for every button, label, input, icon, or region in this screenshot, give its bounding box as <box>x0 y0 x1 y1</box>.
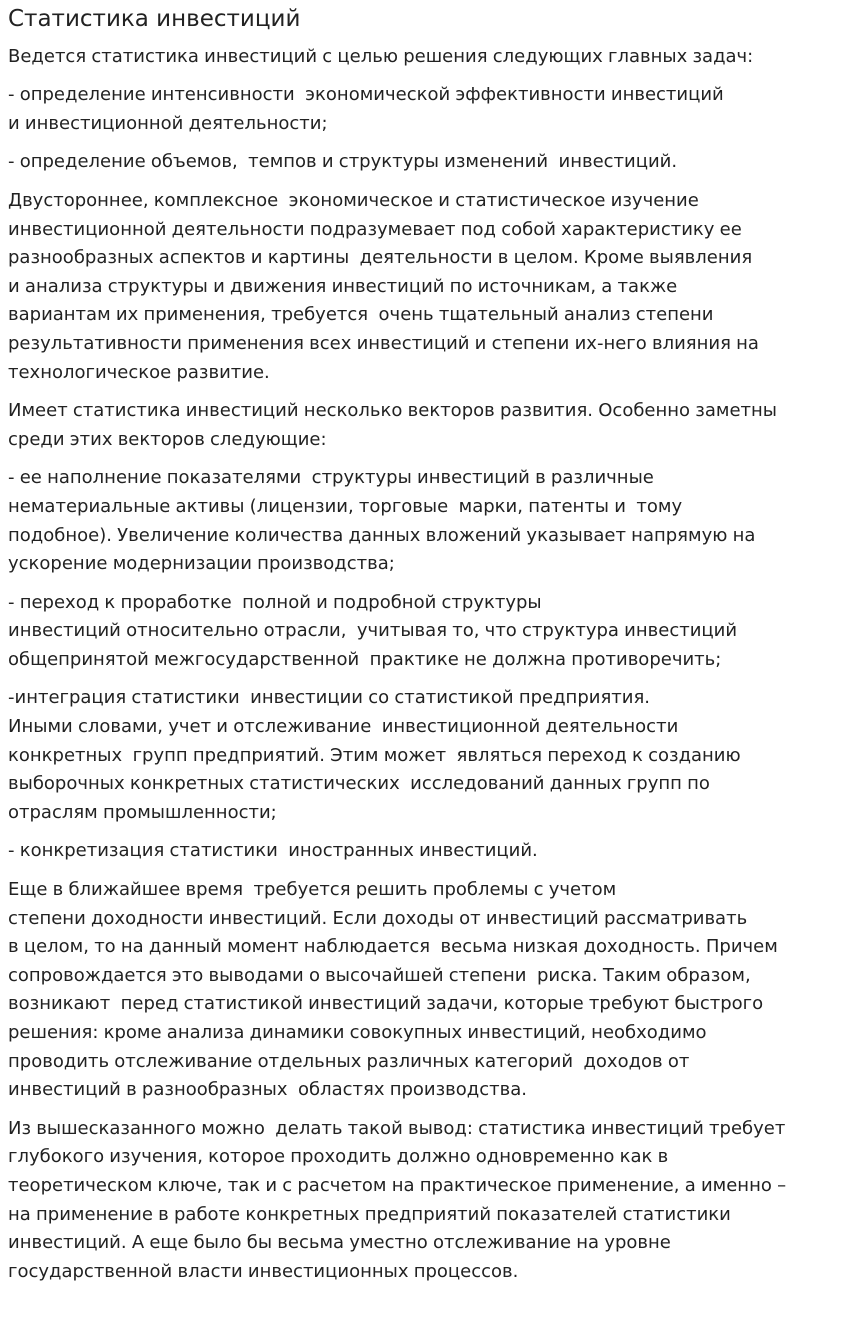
page-title: Статистика инвестиций <box>8 6 301 32</box>
paragraph-vector-intangible: - ее наполнение показателями структуры инвестиций в различные нематериальные активы (лицензии, торговые марки, патенты и тому подобное). Увеличение количества данных вложений указывает напрямую на ускорение модернизации производства; <box>8 467 756 575</box>
paragraph-vector-industry: - переход к проработке полной и подробной структуры инвестиций относительно отрасли, учитывая то, что структура инвестиций общепринятой межгосударственной практике не должна противоречить; <box>8 591 738 670</box>
paragraph-vectors-intro: Имеет статистика инвестиций несколько векторов развития. Особенно заметны среди этих векторов следующие: <box>8 400 777 450</box>
paragraph-vector-integration: -интеграция статистики инвестиции со статистикой предприятия. Иными словами, учет и отслеживание инвестиционной деятельности конкретных групп предприятий. Этим может являться переход к созданию выборочных конкретных статистических исследований данных групп по отраслям промышленности; <box>8 687 741 823</box>
paragraph-vector-foreign: - конкретизация статистики иностранных инвестиций. <box>8 840 538 862</box>
paragraph-intro: Ведется статистика инвестиций с целью решения следующих главных задач: <box>8 45 754 67</box>
paragraph-profitability: Еще в ближайшее время требуется решить проблемы с учетом степени доходности инвестиций. Если доходы от инвестиций рассматривать в целом, то на данный момент наблюдается весьма низкая доходность. Причем сопровождается это выводами о высочайшей степени риска. Таким образом, возникают перед статистикой инвестиций задачи, которые требуют быстрого решения: кроме анализа динамики совокупных инвестиций, необходимо проводить отслеживание отдельных различных категорий доходов от инвестиций в разнообразных областях производства. <box>8 879 778 1101</box>
paragraph-task-volumes: - определение объемов, темпов и структуры изменений инвестиций. <box>8 151 678 173</box>
paragraph-task-efficiency: - определение интенсивности экономической эффективности инвестиций и инвестиционной деятельности; <box>8 84 724 134</box>
paragraph-complex-study: Двустороннее, комплексное экономическое и статистическое изучение инвестиционной деятельности подразумевает под собой характеристику ее разнообразных аспектов и картины деятельности в целом. Кроме выявления и анализа структуры и движения инвестиций по источникам, а также вариантам их применения, требуется очень тщательный анализ степени результативности применения всех инвестиций и степени их-него влияния на технологическое развитие. <box>8 189 759 383</box>
paragraph-conclusion: Из вышесказанного можно делать такой вывод: статистика инвестиций требует глубокого изучения, которое проходить должно одновременно как в теоретическом ключе, так и с расчетом на практическое применение, а именно – на применение в работе конкретных предприятий показателей статистики инвестиций. А еще было бы весьма уместно отслеживание на уровне государственной власти инвестиционных процессов. <box>8 1117 787 1282</box>
